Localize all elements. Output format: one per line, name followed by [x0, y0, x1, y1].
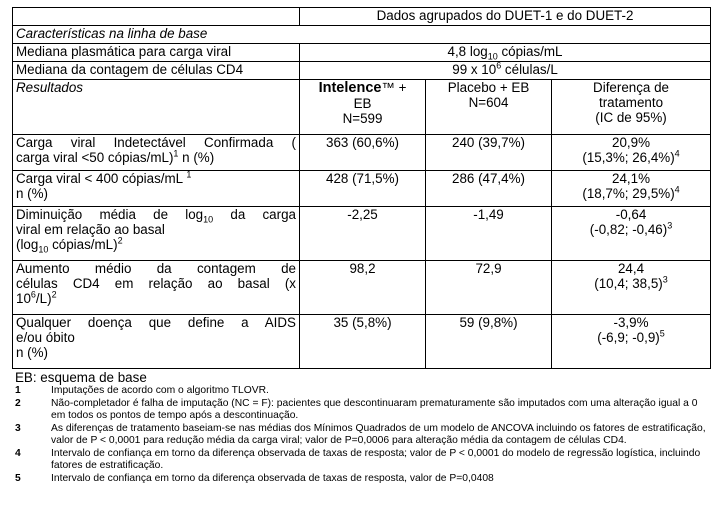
row-label: Carga viral < 400 cópias/mL $^1$ n (%) — [13, 171, 300, 207]
col-header-difference: Diferença de tratamento (IC de 95%) — [552, 80, 711, 135]
document — [12, 7, 710, 485]
group-title: Dados agrupados do DUET-1 e do DUET-2 — [300, 8, 711, 26]
table-row — [13, 315, 711, 369]
difference-value: 20,9% (15,3%; 26,4%)$^4$ — [552, 135, 711, 171]
placebo-value: -1,49 — [426, 207, 552, 261]
intelence-value: 428 (71,5%) — [300, 171, 426, 207]
baseline-section-label: Características na linha de base — [13, 26, 711, 44]
footnotes — [12, 370, 710, 485]
row-label: Diminuição média de $\log_{10}$ da carga viral em relação ao basal ($\log_{10}$ cópias/mL)$^2$ — [13, 207, 300, 261]
table-row — [13, 261, 711, 315]
baseline-label: Mediana da contagem de células CD4 — [13, 62, 300, 80]
row-label: Aumento médio da contagem de células CD4 em relação ao basal (x $10^6/L)^2$ — [13, 261, 300, 315]
intelence-value: 98,2 — [300, 261, 426, 315]
row-label: Carga viral Indetectável Confirmada ( carga viral <50 cópias/mL)$^1$ n (%) — [13, 135, 300, 171]
placebo-value: 59 (9,8%) — [426, 315, 552, 369]
footnote-item: 1 Imputações de acordo com o algoritmo TLOVR. — [15, 385, 269, 396]
difference-value: -3,9% (-6,9; -0,9)$^5$ — [552, 315, 711, 369]
group-header-row — [13, 8, 711, 26]
table-row — [13, 171, 711, 207]
difference-value: 24,1% (18,7%; 29,5%)$^4$ — [552, 171, 711, 207]
intelence-value: 35 (5,8%) — [300, 315, 426, 369]
results-table — [12, 7, 711, 369]
baseline-row-viral-load — [13, 44, 711, 62]
table-row — [13, 207, 711, 261]
table-row — [13, 135, 711, 171]
intelence-value: 363 (60,6%) — [300, 135, 426, 171]
footnote-item: 4 Intervalo de confiança em torno da diferença observada de taxas de resposta; valor de P < 0,0001 do modelo de regressão logística, incluindo fatores de estratificação. — [15, 447, 701, 471]
footnote-item: 2 Não-completador é falha de imputação (NC = F): pacientes que descontinuaram prematuramente são imputados com uma alteração igual a 0 em todos os pontos de tempo após a descontinuação. — [15, 397, 698, 421]
abbreviation-note: EB: esquema de base — [15, 370, 147, 385]
col-header-intelence: Intelence™ + EB N=599 — [300, 80, 426, 135]
empty-corner-cell — [13, 8, 300, 26]
footnote-item: 5 Intervalo de confiança em torno da diferença observada de taxas de resposta, valor de P=0,0408 — [15, 472, 494, 484]
intelence-value: -2,25 — [300, 207, 426, 261]
placebo-value: 286 (47,4%) — [426, 171, 552, 207]
baseline-row-cd4 — [13, 62, 711, 80]
difference-value: -0,64 (-0,82; -0,46)$^3$ — [552, 207, 711, 261]
baseline-label: Mediana plasmática para carga viral — [13, 44, 300, 62]
col-header-placebo: Placebo + EB N=604 — [426, 80, 552, 135]
baseline-value: 99 x $10^6$ células/L — [300, 62, 711, 80]
results-section-label: Resultados — [13, 80, 300, 135]
results-header-row — [13, 80, 711, 135]
footnote-item: 3 As diferenças de tratamento baseiam-se nas médias dos Mínimos Quadrados de um modelo de ANCOVA incluindo os fatores de estratificação, valor de P < 0,0001 para redução média da carga viral; valor de P=0,0006 para alteração média da contagem de células CD4. — [15, 422, 706, 446]
placebo-value: 72,9 — [426, 261, 552, 315]
placebo-value: 240 (39,7%) — [426, 135, 552, 171]
row-label: Qualquer doença que define a AIDS e/ou óbito n (%) — [13, 315, 300, 369]
difference-value: 24,4 (10,4; 38,5)$^3$ — [552, 261, 711, 315]
baseline-section-row — [13, 26, 711, 44]
baseline-value: 4,8 $\log_{10}$ cópias/mL — [300, 44, 711, 62]
